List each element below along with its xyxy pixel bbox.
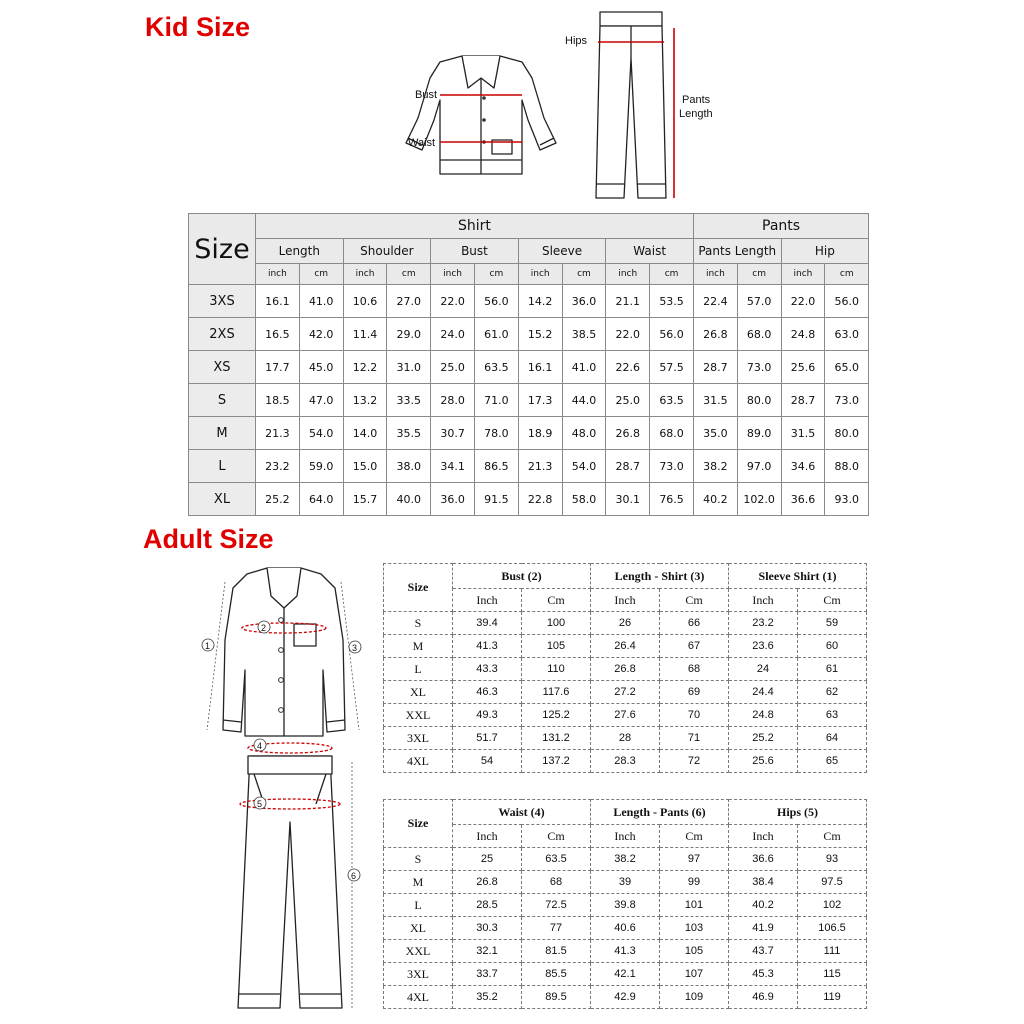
table-cell: 15.7 <box>343 483 387 516</box>
table-row <box>189 318 869 351</box>
size-header: Size <box>384 800 453 848</box>
size-label: L <box>384 894 453 917</box>
table-cell: 88.0 <box>825 450 869 483</box>
marker-3: 3 <box>352 643 358 653</box>
table-cell: 17.7 <box>256 351 300 384</box>
column-header-waist: Waist <box>606 239 694 264</box>
table-cell: 64 <box>798 727 867 750</box>
marker-6: 6 <box>351 871 357 881</box>
table-cell: 59.0 <box>299 450 343 483</box>
unit-header: inch <box>256 264 300 285</box>
table-row <box>384 986 867 1009</box>
table-cell: 24.8 <box>729 704 798 727</box>
size-label: 4XL <box>384 750 453 773</box>
unit-header: Inch <box>453 825 522 848</box>
table-cell: 102 <box>798 894 867 917</box>
table-cell: 41.9 <box>729 917 798 940</box>
table-cell: 22.0 <box>606 318 650 351</box>
marker-4: 4 <box>257 741 263 751</box>
kid-shirt-diagram <box>400 48 562 178</box>
unit-header: cm <box>737 264 781 285</box>
column-header-length-shirt: Length - Shirt (3) <box>591 564 729 589</box>
marker-2: 2 <box>261 623 267 633</box>
table-cell: 33.5 <box>387 384 431 417</box>
table-cell: 22.4 <box>693 285 737 318</box>
table-cell: 28.7 <box>693 351 737 384</box>
size-label: XXL <box>384 940 453 963</box>
table-cell: 63.5 <box>522 848 591 871</box>
table-cell: 70 <box>660 704 729 727</box>
table-cell: 41.3 <box>453 635 522 658</box>
table-cell: 58.0 <box>562 483 606 516</box>
marker-5: 5 <box>257 799 263 809</box>
table-cell: 109 <box>660 986 729 1009</box>
table-cell: 22.8 <box>518 483 562 516</box>
table-cell: 64.0 <box>299 483 343 516</box>
size-label: M <box>189 417 256 450</box>
table-cell: 103 <box>660 917 729 940</box>
unit-header: Inch <box>453 589 522 612</box>
table-cell: 28.7 <box>606 450 650 483</box>
column-header-shoulder: Shoulder <box>343 239 431 264</box>
table-cell: 31.0 <box>387 351 431 384</box>
table-cell: 38.4 <box>729 871 798 894</box>
table-row <box>384 917 867 940</box>
table-cell: 91.5 <box>474 483 518 516</box>
table-cell: 14.2 <box>518 285 562 318</box>
table-cell: 41.3 <box>591 940 660 963</box>
table-cell: 111 <box>798 940 867 963</box>
unit-header: Cm <box>660 825 729 848</box>
table-row <box>384 963 867 986</box>
table-cell: 36.0 <box>431 483 475 516</box>
column-header-waist: Waist (4) <box>453 800 591 825</box>
table-cell: 45.3 <box>729 963 798 986</box>
table-cell: 56.0 <box>825 285 869 318</box>
unit-header: Cm <box>522 589 591 612</box>
adult-pants-size-table <box>383 799 867 1009</box>
table-cell: 46.3 <box>453 681 522 704</box>
table-cell: 73.0 <box>737 351 781 384</box>
table-cell: 23.2 <box>729 612 798 635</box>
table-cell: 32.1 <box>453 940 522 963</box>
table-cell: 72 <box>660 750 729 773</box>
unit-header: cm <box>562 264 606 285</box>
unit-header: cm <box>387 264 431 285</box>
table-cell: 40.2 <box>729 894 798 917</box>
table-cell: 100 <box>522 612 591 635</box>
table-cell: 77 <box>522 917 591 940</box>
table-cell: 89.0 <box>737 417 781 450</box>
size-label: 3XL <box>384 727 453 750</box>
unit-header: Cm <box>660 589 729 612</box>
table-row <box>384 848 867 871</box>
table-row <box>384 704 867 727</box>
size-label: S <box>384 848 453 871</box>
unit-header: inch <box>343 264 387 285</box>
table-cell: 65.0 <box>825 351 869 384</box>
kid-bust-label: Bust <box>415 89 438 101</box>
table-cell: 24 <box>729 658 798 681</box>
column-header-hip: Hip <box>781 239 869 264</box>
table-cell: 35.0 <box>693 417 737 450</box>
table-cell: 69 <box>660 681 729 704</box>
table-cell: 45.0 <box>299 351 343 384</box>
table-row <box>384 658 867 681</box>
column-header-sleeve: Sleeve <box>518 239 606 264</box>
unit-header: inch <box>431 264 475 285</box>
table-cell: 93 <box>798 848 867 871</box>
table-cell: 31.5 <box>693 384 737 417</box>
table-cell: 86.5 <box>474 450 518 483</box>
table-cell: 28.5 <box>453 894 522 917</box>
table-cell: 56.0 <box>474 285 518 318</box>
table-cell: 63.5 <box>474 351 518 384</box>
table-cell: 18.5 <box>256 384 300 417</box>
column-header-hips: Hips (5) <box>729 800 867 825</box>
table-row <box>384 635 867 658</box>
table-cell: 42.1 <box>591 963 660 986</box>
table-cell: 24.8 <box>781 318 825 351</box>
table-cell: 24.0 <box>431 318 475 351</box>
table-cell: 99 <box>660 871 729 894</box>
size-label: XL <box>384 917 453 940</box>
unit-header: cm <box>474 264 518 285</box>
table-cell: 43.7 <box>729 940 798 963</box>
table-cell: 115 <box>798 963 867 986</box>
unit-header: Cm <box>522 825 591 848</box>
table-cell: 38.0 <box>387 450 431 483</box>
size-label: XL <box>189 483 256 516</box>
table-cell: 30.7 <box>431 417 475 450</box>
size-label: 2XS <box>189 318 256 351</box>
table-cell: 57.5 <box>650 351 694 384</box>
table-cell: 105 <box>660 940 729 963</box>
kid-hips-label: Hips <box>565 35 588 47</box>
table-cell: 35.2 <box>453 986 522 1009</box>
table-row <box>384 681 867 704</box>
table-cell: 38.2 <box>591 848 660 871</box>
unit-header: Cm <box>798 589 867 612</box>
table-cell: 76.5 <box>650 483 694 516</box>
table-cell: 18.9 <box>518 417 562 450</box>
table-cell: 68 <box>522 871 591 894</box>
table-cell: 68.0 <box>737 318 781 351</box>
table-cell: 68.0 <box>650 417 694 450</box>
table-cell: 28.7 <box>781 384 825 417</box>
table-cell: 137.2 <box>522 750 591 773</box>
table-cell: 27.2 <box>591 681 660 704</box>
table-cell: 62 <box>798 681 867 704</box>
table-cell: 29.0 <box>387 318 431 351</box>
table-cell: 27.0 <box>387 285 431 318</box>
table-cell: 38.5 <box>562 318 606 351</box>
table-cell: 97 <box>660 848 729 871</box>
adult-shirt-diagram <box>195 560 375 740</box>
table-cell: 48.0 <box>562 417 606 450</box>
table-cell: 13.2 <box>343 384 387 417</box>
column-header-length-pants: Length - Pants (6) <box>591 800 729 825</box>
table-cell: 49.3 <box>453 704 522 727</box>
table-cell: 33.7 <box>453 963 522 986</box>
size-label: 4XL <box>384 986 453 1009</box>
table-cell: 26 <box>591 612 660 635</box>
size-label: M <box>384 871 453 894</box>
table-cell: 131.2 <box>522 727 591 750</box>
table-cell: 38.2 <box>693 450 737 483</box>
table-cell: 39.8 <box>591 894 660 917</box>
table-cell: 93.0 <box>825 483 869 516</box>
table-cell: 97.0 <box>737 450 781 483</box>
unit-header: inch <box>606 264 650 285</box>
size-label: L <box>384 658 453 681</box>
column-header-bust: Bust (2) <box>453 564 591 589</box>
table-cell: 39 <box>591 871 660 894</box>
unit-header: Inch <box>729 589 798 612</box>
unit-header: Inch <box>591 589 660 612</box>
table-cell: 107 <box>660 963 729 986</box>
table-cell: 22.0 <box>431 285 475 318</box>
table-cell: 119 <box>798 986 867 1009</box>
unit-header: Inch <box>591 825 660 848</box>
table-cell: 106.5 <box>798 917 867 940</box>
table-cell: 80.0 <box>737 384 781 417</box>
table-cell: 110 <box>522 658 591 681</box>
table-cell: 40.0 <box>387 483 431 516</box>
table-cell: 28 <box>591 727 660 750</box>
table-cell: 23.6 <box>729 635 798 658</box>
unit-header: cm <box>650 264 694 285</box>
table-row <box>384 727 867 750</box>
table-cell: 63.0 <box>825 318 869 351</box>
table-cell: 101 <box>660 894 729 917</box>
table-cell: 17.3 <box>518 384 562 417</box>
table-cell: 54.0 <box>562 450 606 483</box>
size-label: 3XL <box>384 963 453 986</box>
unit-header: cm <box>299 264 343 285</box>
table-cell: 16.1 <box>256 285 300 318</box>
table-cell: 66 <box>660 612 729 635</box>
table-cell: 42.9 <box>591 986 660 1009</box>
table-cell: 73.0 <box>650 450 694 483</box>
table-cell: 21.3 <box>256 417 300 450</box>
size-header: Size <box>384 564 453 612</box>
size-label: M <box>384 635 453 658</box>
table-cell: 71.0 <box>474 384 518 417</box>
table-cell: 51.7 <box>453 727 522 750</box>
table-row <box>384 612 867 635</box>
table-cell: 39.4 <box>453 612 522 635</box>
table-cell: 71 <box>660 727 729 750</box>
size-label: XS <box>189 351 256 384</box>
table-cell: 41.0 <box>562 351 606 384</box>
table-row <box>189 450 869 483</box>
table-cell: 24.4 <box>729 681 798 704</box>
table-row <box>384 750 867 773</box>
table-row <box>189 417 869 450</box>
size-label: S <box>384 612 453 635</box>
table-row <box>189 285 869 318</box>
table-cell: 25.2 <box>256 483 300 516</box>
size-header: Size <box>189 214 256 285</box>
table-cell: 26.8 <box>453 871 522 894</box>
table-cell: 22.0 <box>781 285 825 318</box>
table-row <box>189 351 869 384</box>
adult-size-heading: Adult Size <box>143 524 274 554</box>
unit-header: inch <box>518 264 562 285</box>
table-cell: 12.2 <box>343 351 387 384</box>
table-row <box>189 483 869 516</box>
table-cell: 67 <box>660 635 729 658</box>
unit-header: inch <box>693 264 737 285</box>
kid-waist-label: Waist <box>408 137 436 149</box>
table-cell: 46.9 <box>729 986 798 1009</box>
table-cell: 81.5 <box>522 940 591 963</box>
table-cell: 28.3 <box>591 750 660 773</box>
table-cell: 34.1 <box>431 450 475 483</box>
size-label: S <box>189 384 256 417</box>
table-cell: 57.0 <box>737 285 781 318</box>
size-label: 3XS <box>189 285 256 318</box>
kid-size-table <box>188 213 869 516</box>
unit-header: Inch <box>729 825 798 848</box>
table-cell: 63 <box>798 704 867 727</box>
size-label: L <box>189 450 256 483</box>
table-cell: 30.1 <box>606 483 650 516</box>
table-cell: 36.6 <box>781 483 825 516</box>
column-header-pants-length: Pants Length <box>693 239 781 264</box>
unit-header: Cm <box>798 825 867 848</box>
table-cell: 25 <box>453 848 522 871</box>
column-header-sleeve-shirt: Sleeve Shirt (1) <box>729 564 867 589</box>
table-cell: 25.6 <box>729 750 798 773</box>
table-cell: 53.5 <box>650 285 694 318</box>
table-cell: 22.6 <box>606 351 650 384</box>
table-cell: 11.4 <box>343 318 387 351</box>
size-label: XXL <box>384 704 453 727</box>
table-cell: 60 <box>798 635 867 658</box>
size-label: XL <box>384 681 453 704</box>
table-cell: 54.0 <box>299 417 343 450</box>
table-cell: 125.2 <box>522 704 591 727</box>
table-cell: 26.8 <box>693 318 737 351</box>
table-row <box>189 384 869 417</box>
table-row <box>384 894 867 917</box>
table-cell: 117.6 <box>522 681 591 704</box>
table-cell: 97.5 <box>798 871 867 894</box>
table-cell: 61 <box>798 658 867 681</box>
table-cell: 15.0 <box>343 450 387 483</box>
shirt-group-header: Shirt <box>256 214 694 239</box>
table-cell: 25.0 <box>606 384 650 417</box>
table-row <box>384 940 867 963</box>
table-cell: 40.6 <box>591 917 660 940</box>
table-cell: 21.1 <box>606 285 650 318</box>
adult-pants-diagram <box>210 738 370 1018</box>
table-cell: 61.0 <box>474 318 518 351</box>
table-cell: 26.4 <box>591 635 660 658</box>
table-cell: 89.5 <box>522 986 591 1009</box>
table-cell: 73.0 <box>825 384 869 417</box>
column-header-bust: Bust <box>431 239 519 264</box>
table-cell: 42.0 <box>299 318 343 351</box>
table-cell: 25.0 <box>431 351 475 384</box>
table-cell: 25.2 <box>729 727 798 750</box>
table-cell: 28.0 <box>431 384 475 417</box>
table-cell: 56.0 <box>650 318 694 351</box>
table-row <box>384 871 867 894</box>
table-cell: 21.3 <box>518 450 562 483</box>
table-cell: 25.6 <box>781 351 825 384</box>
kid-size-heading: Kid Size <box>145 12 251 42</box>
kid-pants-length-label-1: Pants <box>682 94 711 106</box>
pants-group-header: Pants <box>693 214 868 239</box>
unit-header: inch <box>781 264 825 285</box>
table-cell: 54 <box>453 750 522 773</box>
table-cell: 10.6 <box>343 285 387 318</box>
table-cell: 34.6 <box>781 450 825 483</box>
marker-1: 1 <box>205 641 211 651</box>
table-cell: 36.6 <box>729 848 798 871</box>
table-cell: 26.8 <box>591 658 660 681</box>
table-cell: 65 <box>798 750 867 773</box>
table-cell: 30.3 <box>453 917 522 940</box>
table-cell: 36.0 <box>562 285 606 318</box>
kid-pants-length-label-2: Length <box>679 108 713 120</box>
table-cell: 23.2 <box>256 450 300 483</box>
table-cell: 43.3 <box>453 658 522 681</box>
table-cell: 105 <box>522 635 591 658</box>
table-cell: 59 <box>798 612 867 635</box>
table-cell: 14.0 <box>343 417 387 450</box>
table-cell: 80.0 <box>825 417 869 450</box>
table-cell: 16.1 <box>518 351 562 384</box>
kid-pants-diagram <box>560 10 720 200</box>
table-cell: 85.5 <box>522 963 591 986</box>
table-cell: 78.0 <box>474 417 518 450</box>
table-cell: 44.0 <box>562 384 606 417</box>
column-header-length: Length <box>256 239 344 264</box>
table-cell: 41.0 <box>299 285 343 318</box>
adult-shirt-size-table <box>383 563 867 773</box>
table-cell: 72.5 <box>522 894 591 917</box>
table-cell: 40.2 <box>693 483 737 516</box>
unit-header: cm <box>825 264 869 285</box>
table-cell: 35.5 <box>387 417 431 450</box>
table-cell: 68 <box>660 658 729 681</box>
table-cell: 16.5 <box>256 318 300 351</box>
table-cell: 26.8 <box>606 417 650 450</box>
table-cell: 31.5 <box>781 417 825 450</box>
table-cell: 102.0 <box>737 483 781 516</box>
table-cell: 15.2 <box>518 318 562 351</box>
table-cell: 47.0 <box>299 384 343 417</box>
table-cell: 63.5 <box>650 384 694 417</box>
table-cell: 27.6 <box>591 704 660 727</box>
